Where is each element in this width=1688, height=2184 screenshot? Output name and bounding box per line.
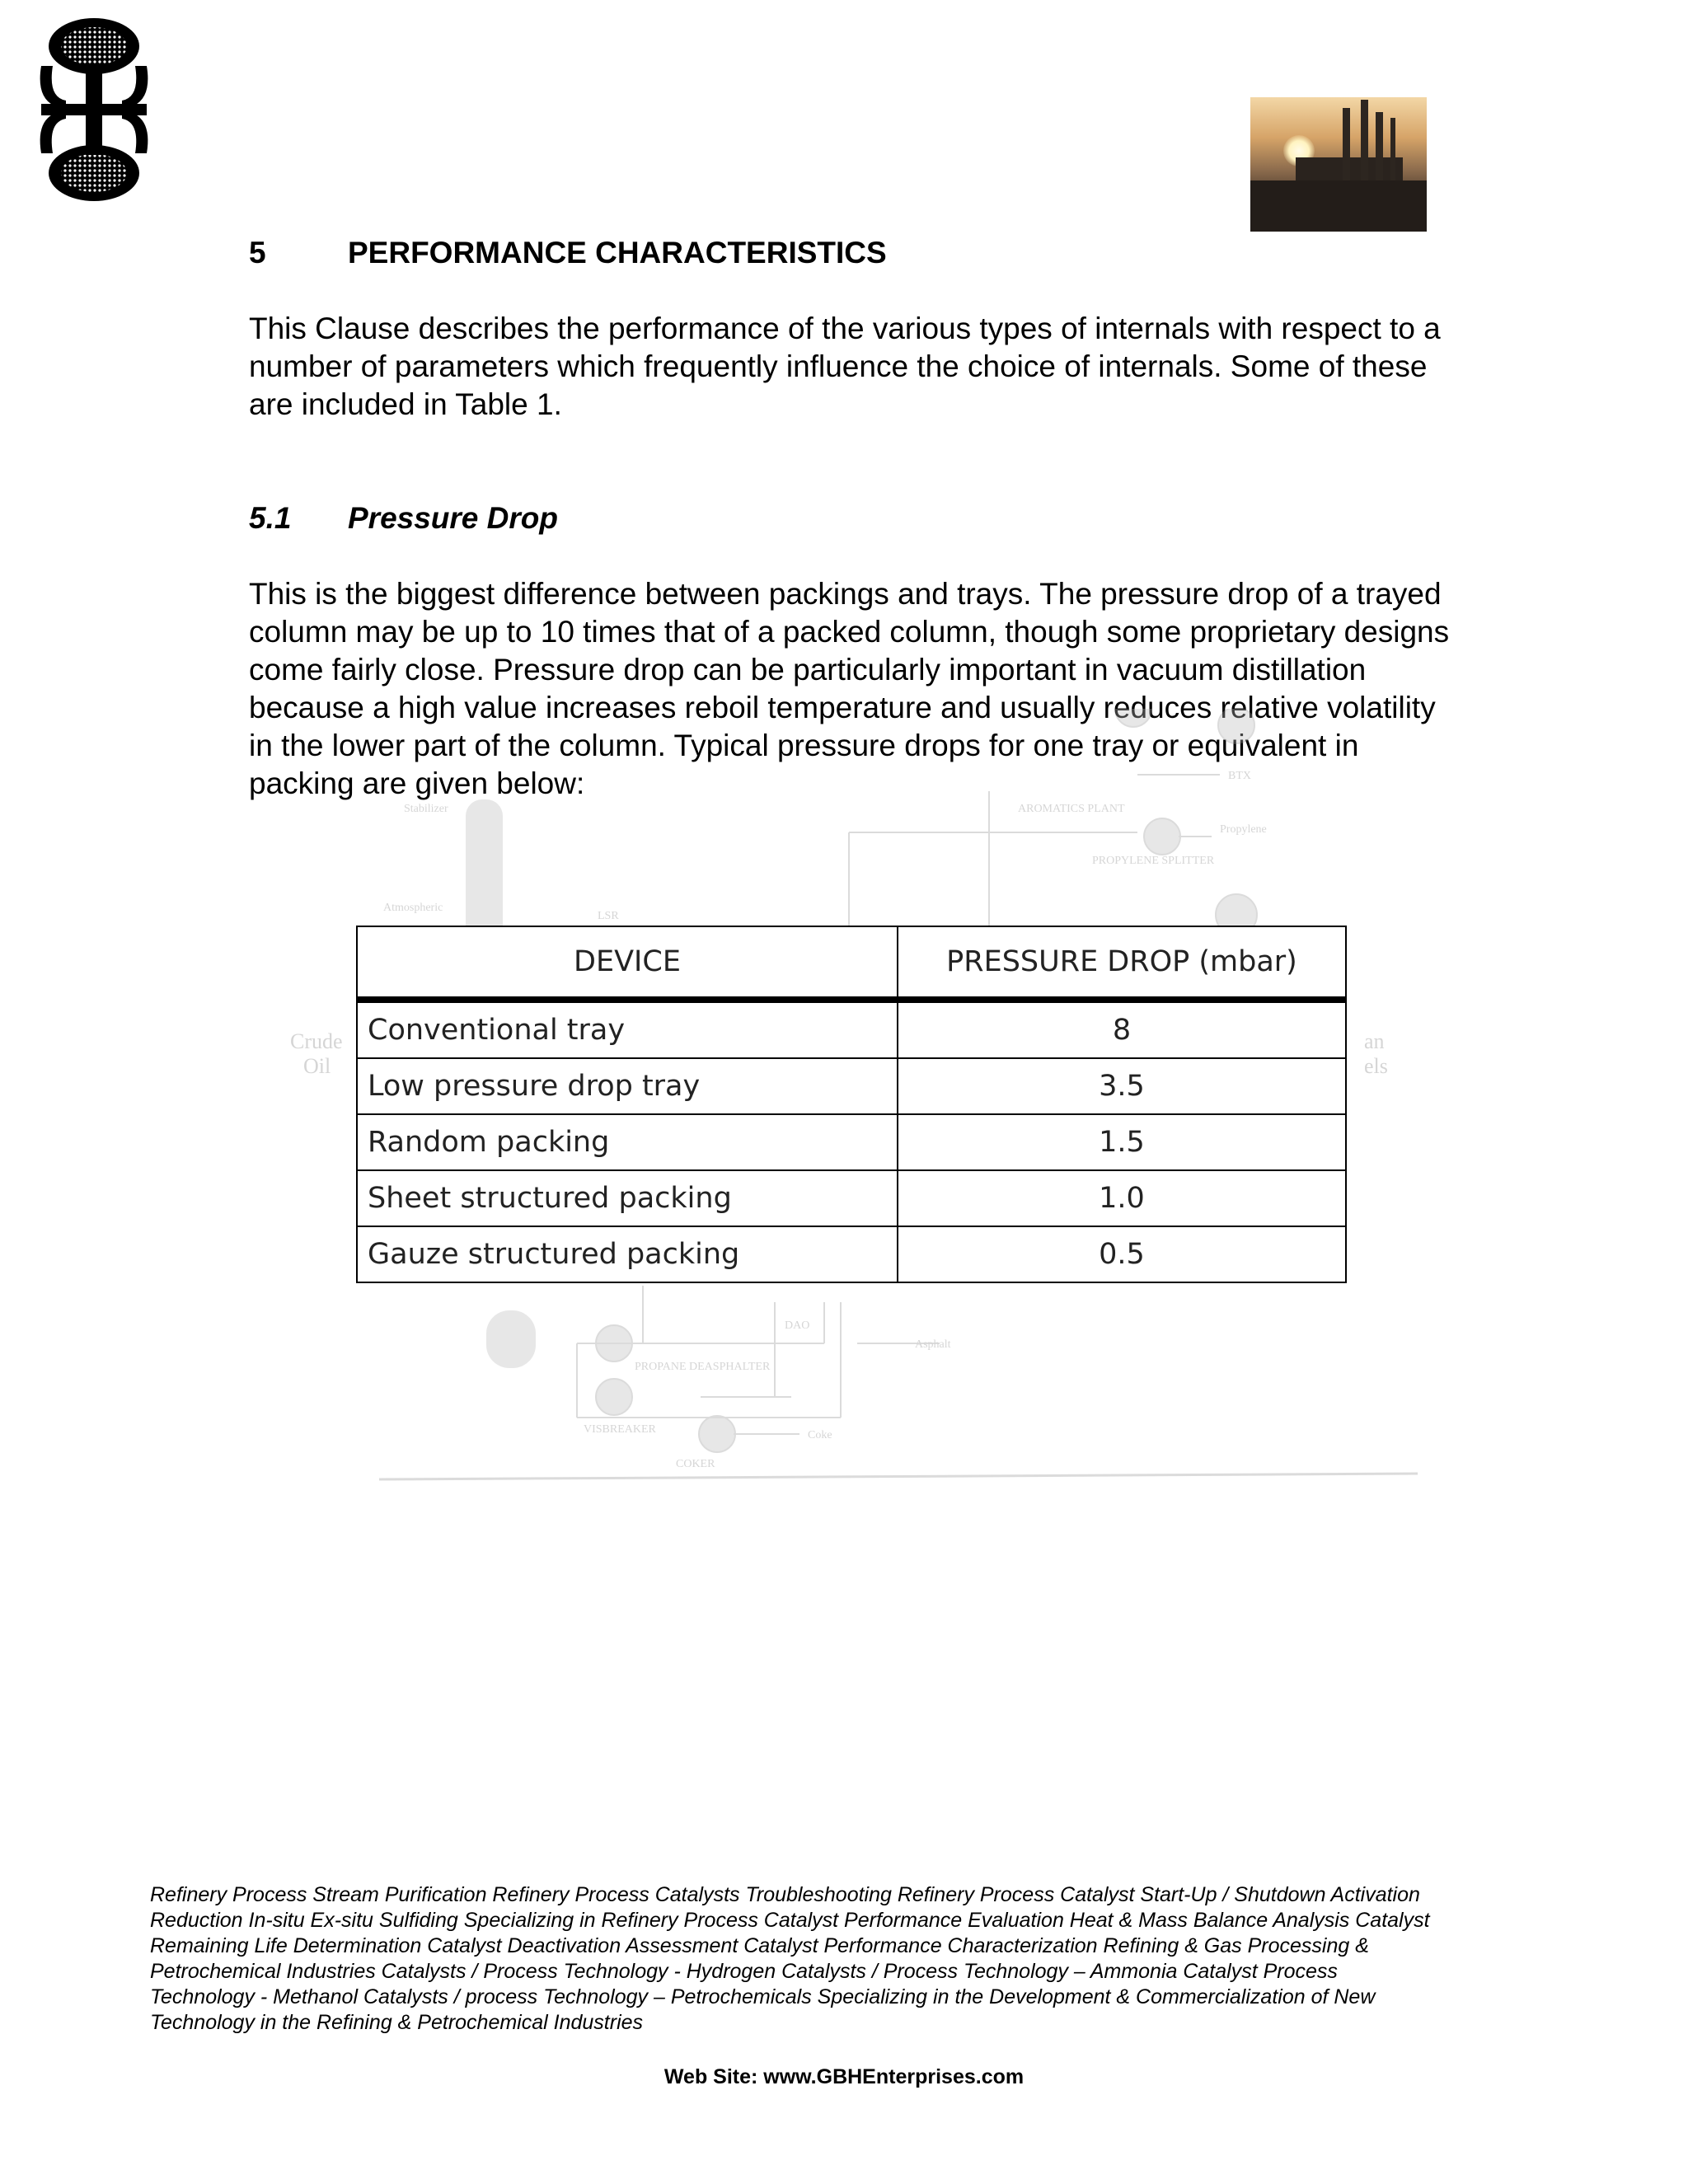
table-header-row [357,926,1346,1000]
bg-label: Propylene [1220,823,1267,836]
bg-label: Atmospheric [383,902,443,914]
column-header-device: DEVICE [357,926,898,1000]
section-heading [249,236,887,270]
pressure-drop-table [356,926,1347,1283]
subsection-heading [249,501,558,536]
bg-label: els [1364,1054,1388,1078]
table-row [357,1000,1346,1058]
device-cell: Low pressure drop tray [357,1058,898,1114]
chimney [1343,108,1350,182]
table-row [357,1114,1346,1170]
bg-label: Coke [808,1429,832,1441]
bg-label: COKER [676,1458,715,1470]
table-row [357,1058,1346,1114]
bg-label: LSR [598,910,619,922]
subsection-title: Pressure Drop [348,501,558,535]
intro-paragraph: This Clause describes the performance of the various types of internals with respect to a number of parameters which frequently influence the choice of internals. Some of these are included in Table 1. [249,312,1441,421]
bg-label: AROMATICS PLANT [1018,803,1125,815]
table-row [357,1226,1346,1282]
pressure-drop-cell: 0.5 [898,1226,1346,1282]
chimney [1361,100,1368,182]
device-cell: Conventional tray [357,1000,898,1058]
footer-services-text: Refinery Process Stream Purification Refinery Process Catalysts Troubleshooting Refinery Process Catalyst Start-Up / Shutdown Activation Reduction In-situ Ex-situ Sulfiding Specializing in Refinery Process Catalyst Performance Evaluation Heat & Mass Balance Analysis Catalyst Remaining Life Determination Catalyst Deactivation Assessment Catalyst Performance Characterization Refining & Gas Processing & Petrochemical Industries Catalysts / Process Technology - Hydrogen Catalysts / Process Technology – Ammonia Catalyst Process Technology - Methanol Catalysts / process Technology – Petrochemicals Specializing in the Development & Commercialization of New Technology in the Refining & Petrochemical Industries [150,1883,1430,2034]
ground [1250,180,1427,232]
subsection-number: 5.1 [249,501,292,535]
bg-label: PROPANE DEASPHALTER [635,1361,771,1373]
bg-label: Asphalt [915,1338,951,1351]
pressure-drop-cell: 1.5 [898,1114,1346,1170]
bg-label: VISBREAKER [584,1423,656,1436]
device-cell: Sheet structured packing [357,1170,898,1226]
pressure-drop-cell: 8 [898,1000,1346,1058]
chimney [1376,112,1383,182]
website-link[interactable]: Web Site: www.GBHEnterprises.com [663,2065,1025,2088]
section-title: PERFORMANCE CHARACTERISTICS [348,236,887,269]
pressure-drop-paragraph: This is the biggest difference between packings and trays. The pressure drop of a trayed column may be up to 10 times that of a packed column, though some proprietary designs come fairly close. Pressure drop can be particularly important in vacuum distillation because a high value increases reboil temperature and usually reduces relative volatility in the lower part of the column. Typical pressure drops for one tray or equivalent in packing are given below: [249,577,1450,800]
bg-label: DAO [785,1319,810,1332]
bg-label: Oil [303,1054,331,1078]
chimney [1390,118,1395,182]
device-cell: Random packing [357,1114,898,1170]
bg-label: PROPYLENE SPLITTER [1092,855,1215,867]
section-number: 5 [249,236,266,269]
pressure-drop-cell: 3.5 [898,1058,1346,1114]
bg-label: BTX [1228,770,1251,782]
column-header-pressure-drop: PRESSURE DROP (mbar) [898,926,1346,1000]
company-logo-icon [33,15,155,204]
bg-label: an [1364,1029,1385,1053]
table-row [357,1170,1346,1226]
bg-label: Stabilizer [404,803,448,815]
bg-label: Crude [290,1029,343,1053]
device-cell: Gauze structured packing [357,1226,898,1282]
pressure-drop-cell: 1.0 [898,1170,1346,1226]
refinery-photo [1250,97,1427,232]
